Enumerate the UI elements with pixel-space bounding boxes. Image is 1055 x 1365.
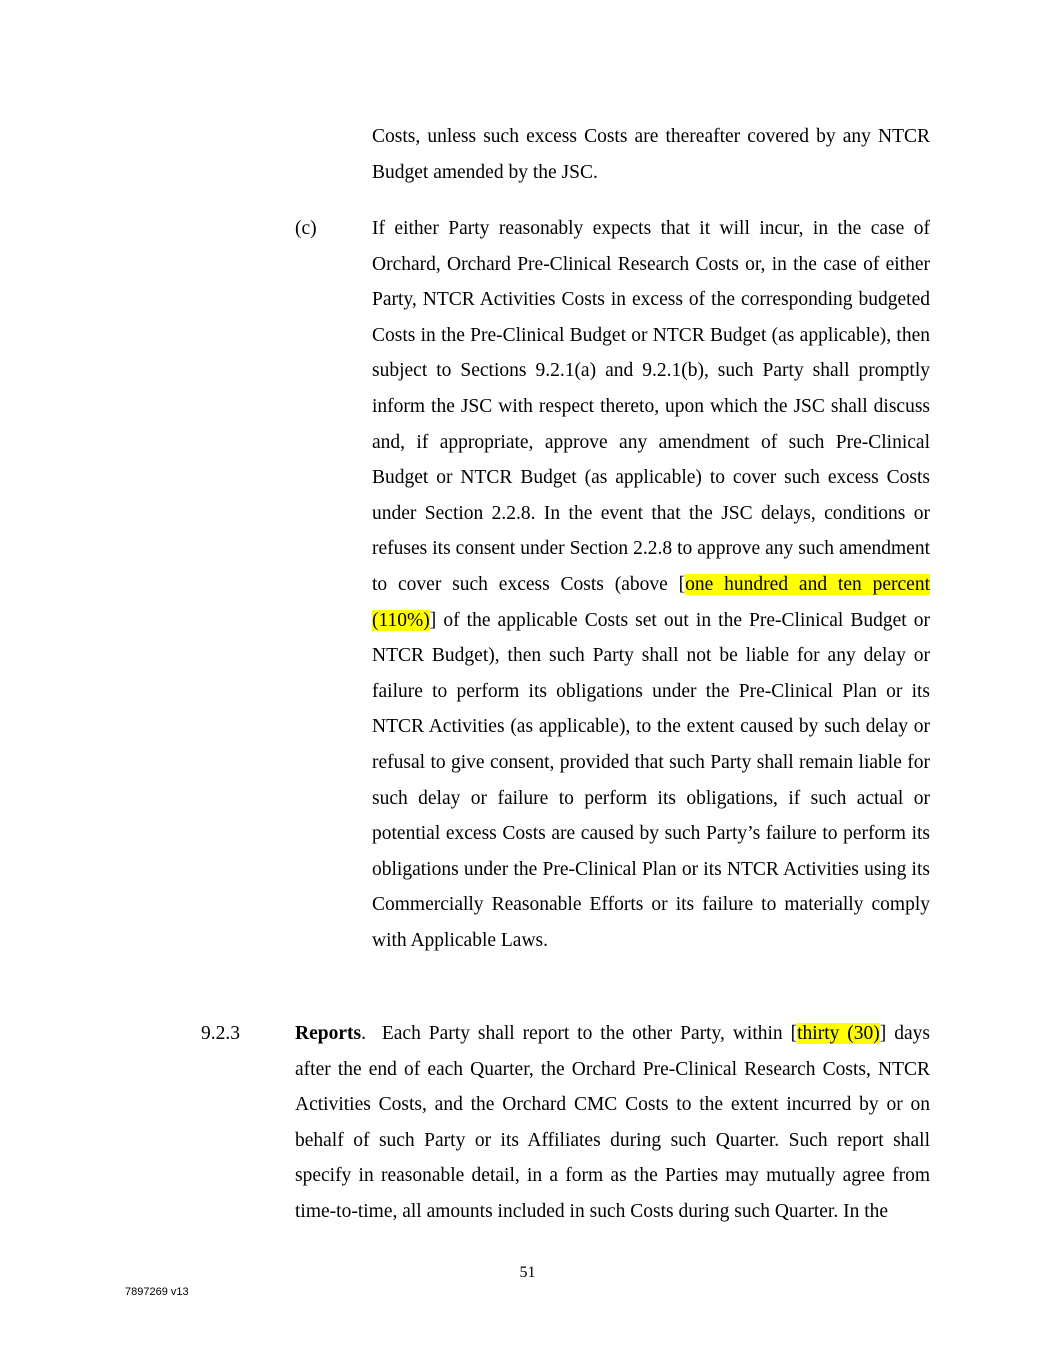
item-c-highlight: one hundred and ten percent (110%) — [372, 573, 930, 631]
section-number: 9.2.3 — [201, 1023, 240, 1044]
section-text-after: ] days after the end of each Quarter, the Orchard Pre-Clinical Research Costs, NTCR Activities Costs, and the Orchard CMC Costs to the extent incurred by or on behalf of such Party or its Affiliates during such Quarter. Such report shall specify in reasonable detail, in a form as the Parties may mutually agree from time-to-time, all amounts included in such Costs during such Quarter. In the — [295, 1023, 930, 1222]
section-heading: Reports — [295, 1023, 362, 1044]
item-c-text-after: ] of the applicable Costs set out in the Pre-Clinical Budget or NTCR Budget), then such Party shall not be liable for any delay or failure to perform its obligations under the Pre-Clinical Plan or its NTCR Activities (as applicable), to the extent caused by such delay or refusal to give consent, provided that such Party shall remain liable for such delay or failure to perform its obligations, if such actual or potential excess Costs are caused by such Party’s failure to perform its obligations under the Pre-Clinical Plan or its NTCR Activities using its Commercially Reasonable Efforts or its failure to materially comply with Applicable Laws. — [372, 609, 930, 951]
section-highlight: thirty (30) — [797, 1023, 880, 1044]
item-c-label: (c) — [295, 218, 317, 239]
item-c-paragraph — [372, 211, 930, 958]
continuation-paragraph: Costs, unless such excess Costs are thereafter covered by any NTCR Budget amended by the JSC. — [372, 126, 930, 183]
section-paragraph — [295, 1016, 930, 1230]
section-text-before: Each Party shall report to the other Party, within [ — [365, 1023, 798, 1044]
section-heading-punct: . — [361, 1023, 366, 1044]
page-number: 51 — [519, 1264, 536, 1281]
item-c-text-before: If either Party reasonably expects that it will incur, in the case of Orchard, Orchard Pre-Clinical Research Costs or, in the case of either Party, NTCR Activities Costs in excess of the corresponding budgeted Costs in the Pre-Clinical Budget or NTCR Budget (as applicable), then subject to Sections 9.2.1(a) and 9.2.1(b), such Party shall promptly inform the JSC with respect thereto, upon which the JSC shall discuss and, if appropriate, approve any amendment of such Pre-Clinical Budget or NTCR Budget (as applicable) to cover such excess Costs under Section 2.2.8. In the event that the JSC delays, conditions or refuses its consent under Section 2.2.8 to approve any such amendment to cover such excess Costs (above [ — [372, 218, 930, 595]
document-id: 7897269 v13 — [125, 1286, 189, 1298]
